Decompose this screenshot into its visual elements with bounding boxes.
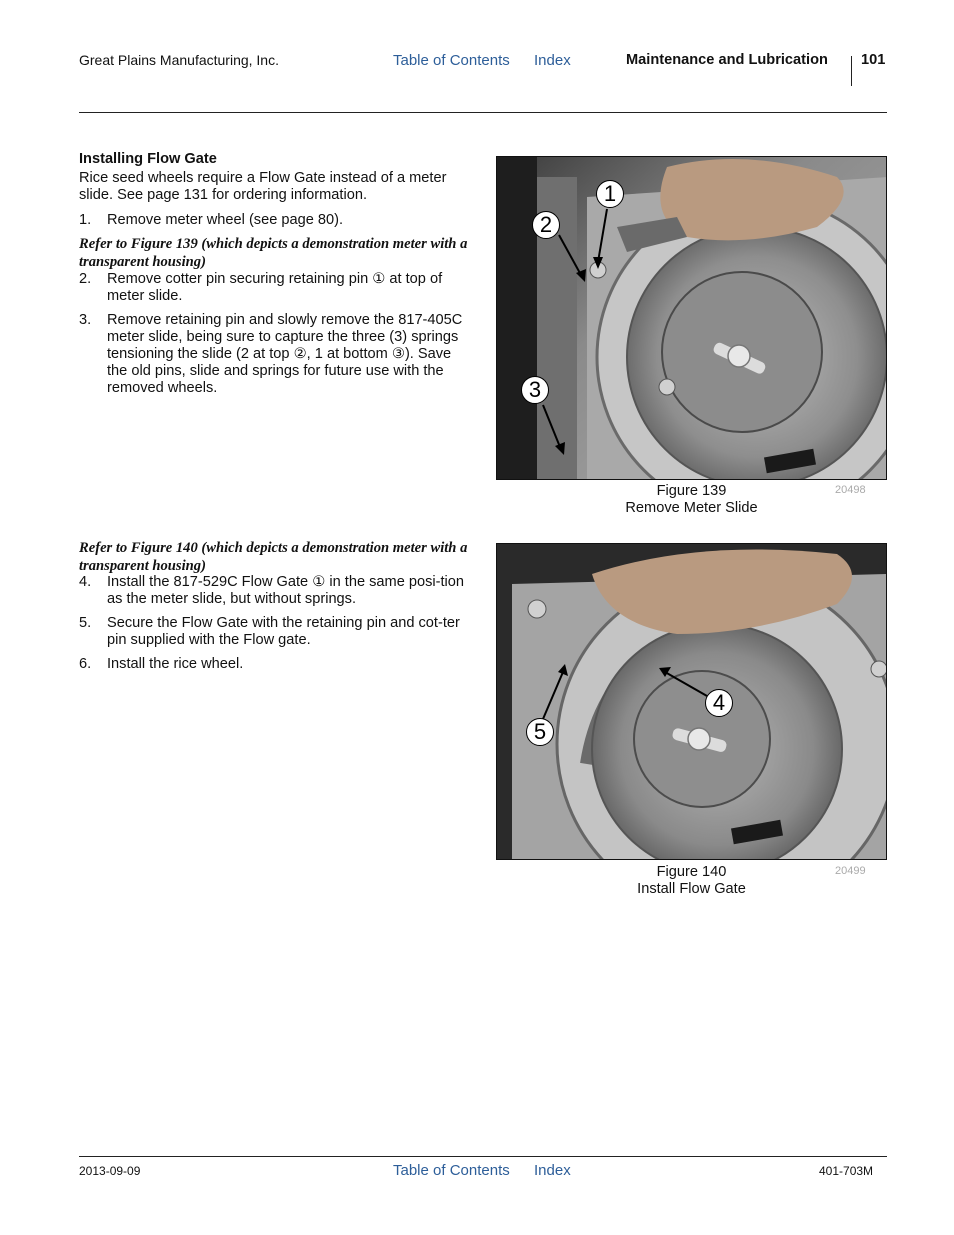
section-heading: Maintenance and Lubrication (626, 52, 828, 68)
step-text: Install the 817-529C Flow Gate ① in the same posi-tion as the meter slide, but without springs. (107, 574, 465, 607)
callout-3: 3 (521, 376, 549, 404)
footer-index-link[interactable]: Index (534, 1162, 571, 1179)
footer-rule (79, 1156, 887, 1157)
footer-date: 2013-09-09 (79, 1164, 141, 1178)
callout-arrows (497, 157, 887, 480)
figure-140-caption: Install Flow Gate (637, 881, 746, 897)
step-number: 2. (79, 271, 92, 287)
figure-139-note: Refer to Figure 139 (which depicts a demonstration meter with a transparent housing) (79, 236, 468, 270)
callout-1: 1 (596, 180, 624, 208)
callout-2: 2 (532, 211, 560, 239)
step-number: 1. (79, 212, 92, 228)
figure-140-number: Figure 140 (656, 864, 727, 880)
step-number: 5. (79, 615, 92, 631)
footer-doc-number: 401-703M (819, 1164, 874, 1178)
header-index-link[interactable]: Index (534, 52, 571, 69)
intro-paragraph: Rice seed wheels require a Flow Gate instead of a meter slide. See page 131 for ordering information. (79, 170, 447, 203)
callout-arrows (497, 544, 887, 860)
header-divider (851, 56, 852, 86)
footer-toc-link[interactable]: Table of Contents (393, 1162, 510, 1179)
figure-139-photo (496, 156, 887, 480)
callout-5: 5 (526, 718, 554, 746)
figure-139-caption: Remove Meter Slide (625, 500, 758, 516)
step-text: Secure the Flow Gate with the retaining pin and cot-ter pin supplied with the Flow gate. (107, 615, 460, 648)
step-text: Remove meter wheel (see page 80). (107, 212, 344, 228)
figure-139-number: Figure 139 (656, 483, 727, 499)
callout-4: 4 (705, 689, 733, 717)
step-text: Remove cotter pin securing retaining pin ① at top of meter slide. (107, 271, 443, 304)
figure-139-id: 20498 (835, 484, 866, 496)
company-name: Great Plains Manufacturing, Inc. (79, 52, 279, 68)
step-number: 6. (79, 656, 92, 672)
header-rule (79, 112, 887, 113)
page-number: 101 (861, 52, 886, 68)
figure-140-id: 20499 (835, 865, 866, 877)
step-number: 3. (79, 312, 92, 328)
figure-140-note: Refer to Figure 140 (which depicts a demonstration meter with a transparent housing) (79, 540, 468, 574)
section-title: Installing Flow Gate (79, 151, 217, 167)
step-text: Install the rice wheel. (107, 656, 244, 672)
step-number: 4. (79, 574, 92, 590)
figure-140-photo (496, 543, 887, 860)
header-toc-link[interactable]: Table of Contents (393, 52, 510, 69)
step-text: Remove retaining pin and slowly remove the 817-405C meter slide, being sure to capture the three (3) springs tensioning the slide (2 at top ②, 1 at bottom ③). Save the old pins, slide and springs for future use with the removed wheels. (107, 312, 463, 396)
